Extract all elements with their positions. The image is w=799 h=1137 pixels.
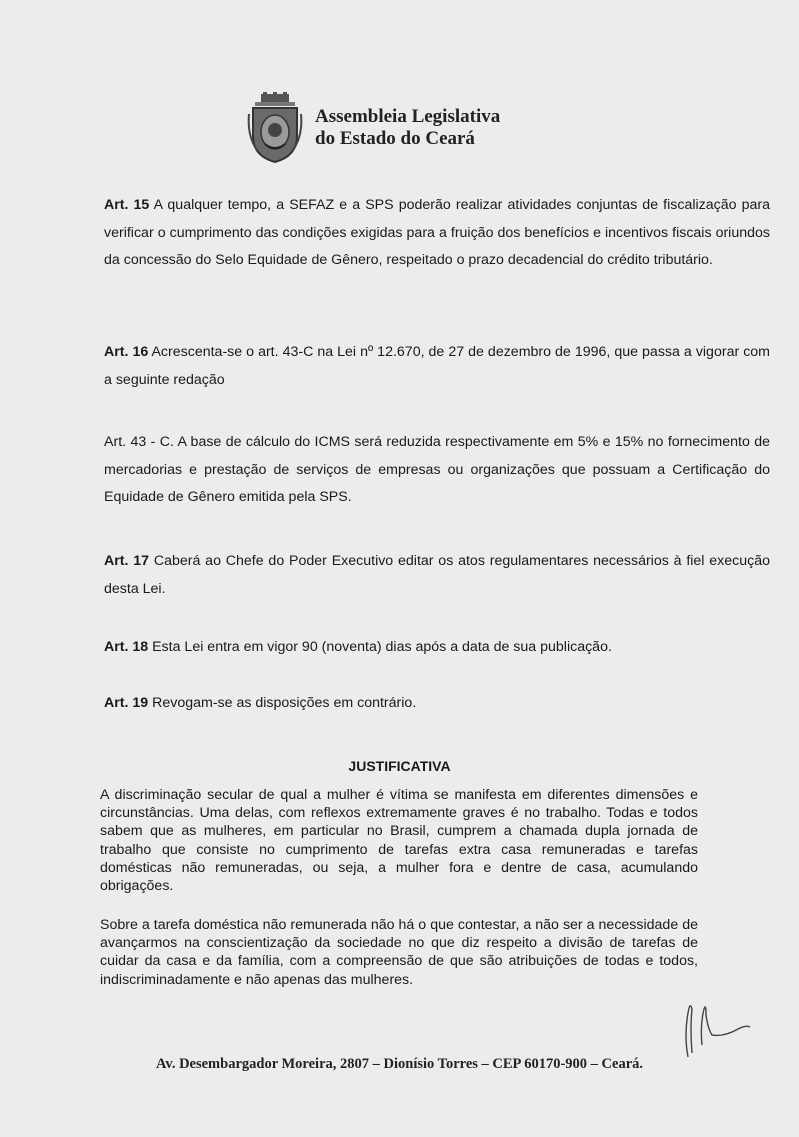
handwritten-initials-signature: [676, 995, 756, 1060]
article-19: [104, 690, 770, 718]
article-16: [104, 339, 770, 394]
justification-paragraph: A discriminação secular de qual a mulher é vítima se manifesta em diferentes dimensões e circunstâncias. Uma delas, com reflexos extremamente graves é no trabalho. Todas e todos sabem que as mulheres, em particular no Brasil, cumprem a chamada dupla jornada de trabalho que consiste no cumprimento de tarefas extra casa remuneradas e tarefas domésticas não remuneradas, ou seja, a mulher fora e dentre de casa, acumulando obrigações.: [100, 787, 698, 895]
article-18: [104, 634, 770, 662]
article-15: [104, 192, 770, 275]
letterhead: [247, 92, 500, 164]
article-43-c: [104, 429, 770, 512]
article-17: [104, 548, 770, 603]
justification-paragraph: Sobre a tarefa doméstica não remunerada não há o que contestar, a não ser a necessidade de avançarmos na conscientização da sociedade no que diz respeito a divisão de tarefas de cuidar da casa e da família, com a compreensão de que são atribuições de todas e todos, indiscriminadamente e não apenas das mulheres.: [100, 917, 698, 988]
state-coat-of-arms-icon: [247, 92, 303, 164]
article-text: Acrescenta-se o art. 43-C na Lei nº 12.670, de 27 de dezembro de 1996, que passa a vigorar com a seguinte redação: [104, 344, 771, 388]
institution-name-line-1: Assembleia Legislativa: [315, 106, 501, 127]
article-label: Art. 16: [104, 344, 149, 360]
article-label: Art. 19: [104, 695, 149, 711]
justification-title: JUSTIFICATIVA: [348, 758, 451, 774]
article-label: Art. 18: [104, 639, 149, 655]
article-text: Art. 43 - C. A base de cálculo do ICMS será reduzida respectivamente em 5% e 15% no fornecimento de mercadorias e prestação de serviços de empresas ou organizações que possuam a Certificação do Equidade de Gênero emitida pela SPS.: [104, 434, 770, 505]
article-label: Art. 17: [104, 553, 150, 569]
institution-name: [315, 106, 500, 150]
article-text: Caberá ao Chefe do Poder Executivo editar os atos regulamentares necessários à fiel execução desta Lei.: [104, 553, 771, 597]
article-label: Art. 15: [104, 197, 150, 213]
footer-address: Av. Desembargador Moreira, 2807 – Dionísio Torres – CEP 60170-900 – Ceará.: [155, 1056, 644, 1072]
article-text: A qualquer tempo, a SEFAZ e a SPS poderão realizar atividades conjuntas de fiscalização para verificar o cumprimento das condições exigidas para a fruição dos benefícios e incentivos fiscais oriundos da concessão do Selo Equidade de Gênero, respeitado o prazo decadencial do crédito tributário.: [104, 197, 771, 268]
institution-name-line-2: do Estado do Ceará: [315, 128, 475, 149]
article-text: Esta Lei entra em vigor 90 (noventa) dias após a data de sua publicação.: [148, 639, 612, 655]
article-text: Revogam-se as disposições em contrário.: [148, 695, 417, 711]
